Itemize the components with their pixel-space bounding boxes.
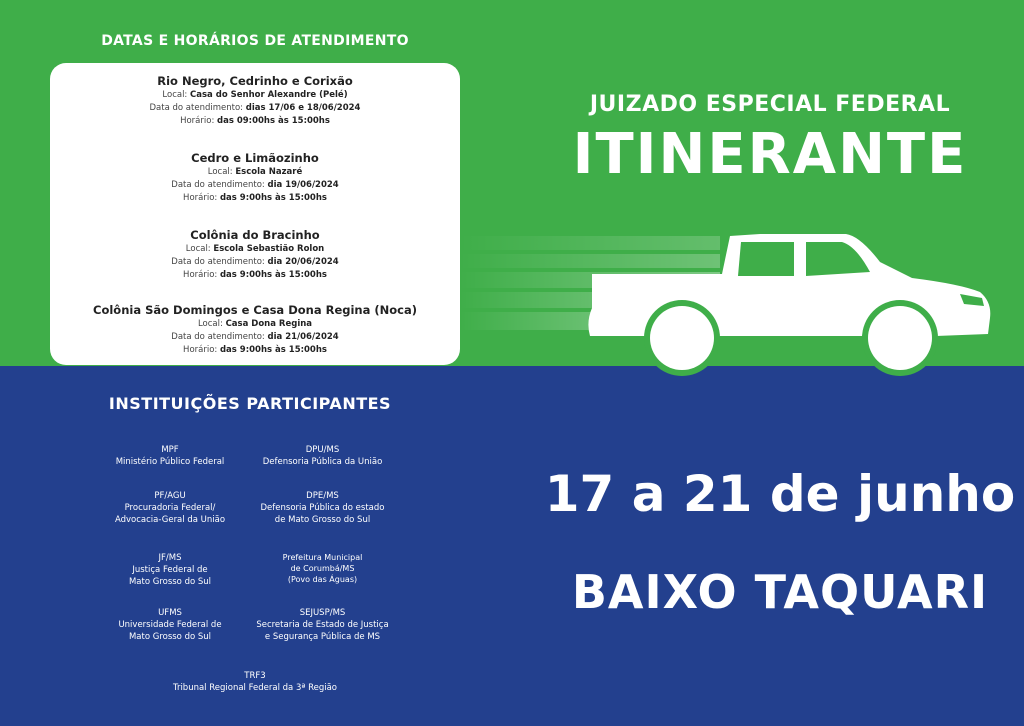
entry-place: Colônia do Bracinho <box>190 228 320 242</box>
institution-name: Defensoria Pública do estado <box>260 503 385 513</box>
institution-name-cont: de Mato Grosso do Sul <box>274 515 371 525</box>
institution-name-cont: Mato Grosso do Sul <box>128 632 212 642</box>
title-subheading: JUIZADO ESPECIAL FEDERAL <box>589 92 951 117</box>
institution-name-cont: e Segurança Pública de MS <box>264 632 381 642</box>
institution-item <box>100 552 240 588</box>
date-label: Data do atendimento: <box>149 103 244 113</box>
entry-place: Cedro e Limãozinho <box>191 151 319 165</box>
institution-item <box>130 670 380 694</box>
entry-place: Colônia São Domingos e Casa Dona Regina (Noca) <box>93 303 417 317</box>
entry-time: das 9:00hs às 15:00hs <box>219 270 327 280</box>
institution-item <box>240 552 405 585</box>
schedule-entry <box>50 74 460 128</box>
institution-name-cont: (Povo das Águas) <box>287 575 358 584</box>
institution-item <box>100 444 240 468</box>
institutions-heading: INSTITUIÇÕES PARTICIPANTES <box>108 394 392 413</box>
event-dates: 17 a 21 de junho <box>544 465 1016 523</box>
time-label: Horário: <box>180 116 215 126</box>
institution-item <box>100 607 240 643</box>
local-label: Local: <box>162 90 188 100</box>
institution-acronym: DPU/MS <box>305 445 340 455</box>
entry-date: dias 17/06 e 18/06/2024 <box>245 103 361 113</box>
date-label: Data do atendimento: <box>171 257 265 267</box>
institution-item <box>100 490 240 526</box>
institution-acronym: JF/MS <box>158 553 182 563</box>
schedule-heading: DATAS E HORÁRIOS DE ATENDIMENTO <box>101 33 409 49</box>
time-label: Horário: <box>183 270 218 280</box>
institution-item <box>240 607 405 643</box>
institution-name: Secretaria de Estado de Justiça <box>256 620 389 630</box>
institution-name: de Corumbá/MS <box>290 564 355 573</box>
institution-item <box>240 490 405 526</box>
institution-name: Defensoria Pública da União <box>262 457 383 467</box>
institution-acronym: PF/AGU <box>154 491 186 501</box>
pickup-truck-icon <box>460 222 1024 382</box>
institution-acronym: TRF3 <box>244 671 266 681</box>
institution-name: Ministério Público Federal <box>115 457 225 467</box>
institution-name: Justiça Federal de <box>132 565 208 575</box>
entry-local: Casa Dona Regina <box>225 319 313 329</box>
institution-acronym: SEJUSP/MS <box>299 608 346 618</box>
time-label: Horário: <box>183 345 218 355</box>
institution-name: Procuradoria Federal/ <box>124 503 216 513</box>
date-label: Data do atendimento: <box>171 332 265 342</box>
time-label: Horário: <box>183 193 218 203</box>
title-main: ITINERANTE <box>572 122 968 187</box>
institution-name: Tribunal Regional Federal da 3ª Região <box>173 683 337 693</box>
schedule-entry <box>50 151 460 205</box>
entry-local: Casa do Senhor Alexandre (Pelé) <box>190 90 348 100</box>
institution-acronym: MPF <box>161 445 179 455</box>
institution-acronym: UFMS <box>158 608 182 618</box>
entry-date: dia 21/06/2024 <box>267 332 339 342</box>
local-label: Local: <box>207 167 233 177</box>
institution-item <box>240 444 405 468</box>
schedule-entry <box>50 303 460 357</box>
entry-date: dia 19/06/2024 <box>267 180 339 190</box>
entry-time: das 9:00hs às 15:00hs <box>219 345 327 355</box>
entry-time: das 9:00hs às 15:00hs <box>219 193 327 203</box>
entry-local: Escola Sebastião Rolon <box>213 244 325 254</box>
entry-place: Rio Negro, Cedrinho e Corixão <box>157 74 353 88</box>
entry-date: dia 20/06/2024 <box>267 257 339 267</box>
institution-acronym: DPE/MS <box>306 491 339 501</box>
entry-time: das 09:00hs às 15:00hs <box>217 116 330 126</box>
institution-name: Universidade Federal de <box>118 620 222 630</box>
institution-acronym: Prefeitura Municipal <box>282 553 363 562</box>
local-label: Local: <box>185 244 211 254</box>
event-location: BAIXO TAQUARI <box>571 565 989 619</box>
entry-local: Escola Nazaré <box>235 167 303 177</box>
schedule-entry <box>50 228 460 282</box>
local-label: Local: <box>197 319 223 329</box>
institution-name-cont: Advocacia-Geral da União <box>114 515 226 525</box>
schedule-card <box>50 63 460 365</box>
institution-name-cont: Mato Grosso do Sul <box>128 577 212 587</box>
date-label: Data do atendimento: <box>171 180 265 190</box>
